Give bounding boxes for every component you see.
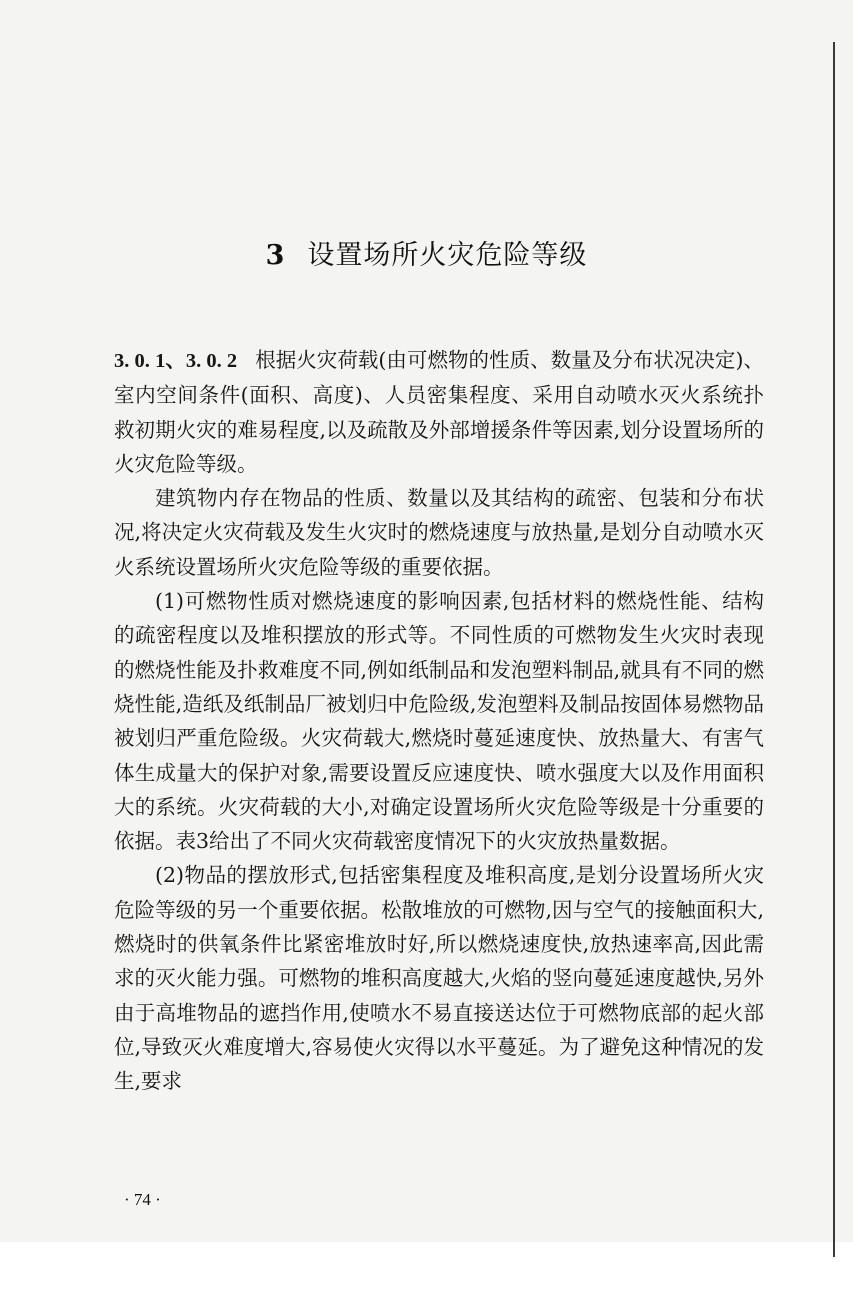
clause-number: 3. 0. 1、3. 0. 2 — [114, 350, 238, 372]
page-bottom-margin — [0, 1242, 853, 1312]
paragraph-2: (1)可燃物性质对燃烧速度的影响因素,包括材料的燃烧性能、结构的疏密程度以及堆积摆放的形式等。不同性质的可燃物发生火灾时表现的燃烧性能及扑救难度不同,例如纸制品和发泡塑料制品,就具有不同的燃烧性能,造纸及纸制品厂被划归中危险级,发泡塑料及制品按固体易燃物品被划归严重危险级。火灾荷载大,燃烧时蔓延速度快、放热量大、有害气体生成量大的保护对象,需要设置反应速度快、喷水强度大以及作用面积大的系统。火灾荷载的大小,对确定设置场所火灾危险等级是十分重要的依据。表3给出了不同火灾荷载密度情况下的火灾放热量数据。 — [114, 589, 764, 854]
page-number: · 74 · — [124, 1190, 161, 1209]
chapter-number: 3 — [265, 240, 286, 271]
paragraph-1: 建筑物内存在物品的性质、数量以及其结构的疏密、包装和分布状况,将决定火灾荷载及发生火灾时的燃烧速度与放热量,是划分自动喷水灭火系统设置场所火灾危险等级的重要依据。 — [114, 486, 764, 579]
clause-paragraph — [114, 343, 764, 481]
body-text — [114, 343, 764, 1099]
page-edge-line — [833, 42, 835, 1257]
chapter-title: 设置场所火灾危险等级 — [307, 240, 588, 271]
paragraph-3: (2)物品的摆放形式,包括密集程度及堆积高度,是划分设置场所火灾危险等级的另一个重要依据。松散堆放的可燃物,因与空气的接触面积大,燃烧时的供氧条件比紧密堆放时好,所以燃烧速度快,放热速率高,因此需求的灭火能力强。可燃物的堆积高度越大,火焰的竖向蔓延速度越快,另外由于高堆物品的遮挡作用,使喷水不易直接送达位于可燃物底部的起火部位,导致灭火难度增大,容易使火灾得以水平蔓延。为了避免这种情况的发生,要求 — [114, 863, 764, 1094]
clause-text: 根据火灾荷载(由可燃物的性质、数量及分布状况决定)、室内空间条件(面积、高度)、人员密集程度、采用自动喷水灭火系统扑救初期火灾的难易程度,以及疏散及外部增援条件等因素,划分设置场所的火灾危险等级。 — [114, 348, 764, 476]
chapter-heading — [0, 233, 853, 272]
